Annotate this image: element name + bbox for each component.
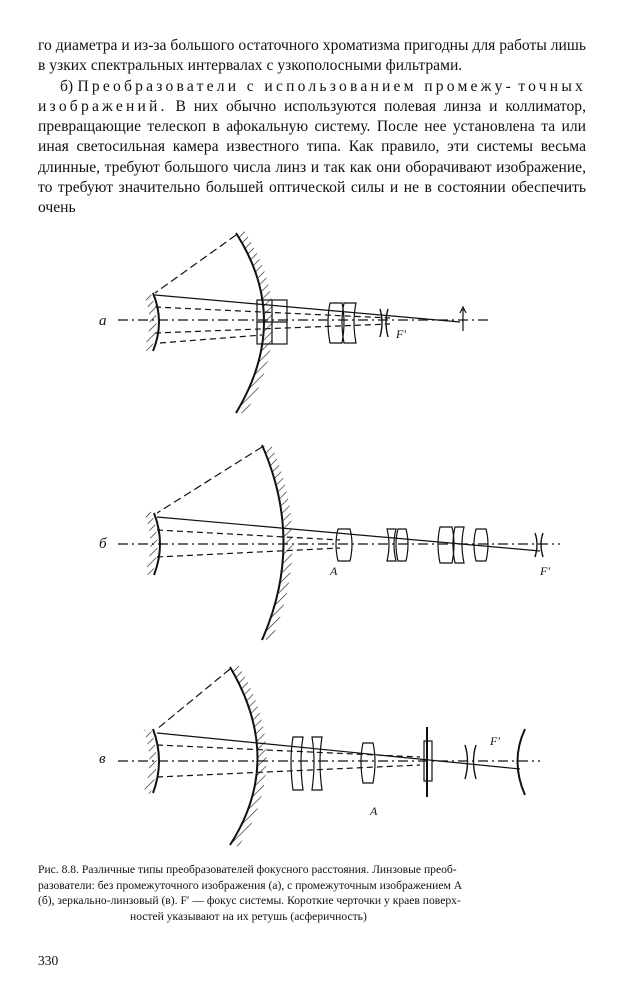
- caption-line: Рис. 8.8. Различные типы преобразователей фокусного расстояния. Линзовые преоб-: [38, 863, 457, 876]
- focus-label: F′: [540, 564, 550, 578]
- lens: [474, 745, 477, 779]
- focus-label: F′: [396, 327, 406, 341]
- paragraph-2: [38, 77, 586, 219]
- focus-label: F′: [490, 734, 500, 748]
- paragraph-text: В них обычно используются полевая линза и коллиматор, превращающие телескоп в афокальную систему. После нее установлена та или иная светосильная камера известного типа. Как правило, эти системы весьма длинные, требуют большого числа линз и так как они оборачивают изображение, то требуют значительно большей оптической силы и не в состоянии обеспечить очень: [38, 97, 586, 217]
- ray: [157, 765, 420, 777]
- list-marker: б): [60, 77, 74, 95]
- diagram-svg: [0, 225, 623, 855]
- mirror-hatching: [148, 513, 154, 575]
- paragraph-1: [38, 36, 586, 77]
- ray: [157, 517, 540, 551]
- optical-diagram: [0, 225, 623, 855]
- lens: [465, 745, 468, 779]
- diagram-b-label: б: [99, 536, 107, 552]
- incoming-ray: [157, 447, 262, 513]
- intermediate-image-label: A: [370, 804, 378, 818]
- lens: [386, 309, 388, 337]
- tertiary-mirror: [518, 729, 526, 795]
- lens: [438, 527, 454, 563]
- lens: [535, 533, 537, 557]
- ray: [157, 745, 420, 757]
- diagram-a-label: а: [99, 313, 107, 329]
- caption-line: ностей указывают на их ретушь (асферичность): [130, 909, 367, 923]
- page-number: 330: [38, 953, 59, 968]
- diagram-c-label: в: [99, 751, 106, 767]
- lens: [380, 309, 382, 337]
- ray: [155, 295, 460, 322]
- incoming-ray: [157, 669, 230, 729]
- spaced-heading: точных изображений.: [38, 77, 586, 115]
- incoming-ray: [155, 235, 236, 293]
- text-line: работы лишь в узких спектральных интервалах с узкополосными: [38, 37, 586, 75]
- ray: [157, 733, 520, 769]
- diagram-b: [99, 445, 560, 640]
- lens: [361, 743, 375, 783]
- figure-caption: [38, 862, 586, 924]
- lens: [453, 527, 464, 563]
- mirror-hatching: [147, 293, 153, 351]
- ray: [160, 335, 262, 343]
- ray: [157, 548, 340, 557]
- diagram-a: [99, 233, 490, 413]
- ray: [157, 530, 340, 540]
- lens: [291, 737, 303, 790]
- mirror-hatching: [267, 445, 289, 640]
- diagram-c: [99, 667, 540, 845]
- lens: [396, 529, 408, 561]
- text-line: фильтрами.: [385, 57, 463, 75]
- text-line: го диаметра и из-за большого остаточного хроматизма пригодны для: [38, 37, 496, 54]
- lens: [312, 737, 322, 790]
- spaced-heading: Преобразователи с использованием промежу-: [77, 77, 515, 95]
- body-text: [38, 36, 586, 219]
- intermediate-image-label: A: [330, 564, 338, 578]
- caption-line: (б), зеркально-линзовый (в). F′ — фокус системы. Короткие черточки у краев поверх-: [38, 894, 461, 908]
- lens: [541, 533, 543, 557]
- lens: [387, 529, 396, 561]
- caption-line: разователи: без промежуточного изображения (а), с промежуточным изображением A: [38, 878, 463, 892]
